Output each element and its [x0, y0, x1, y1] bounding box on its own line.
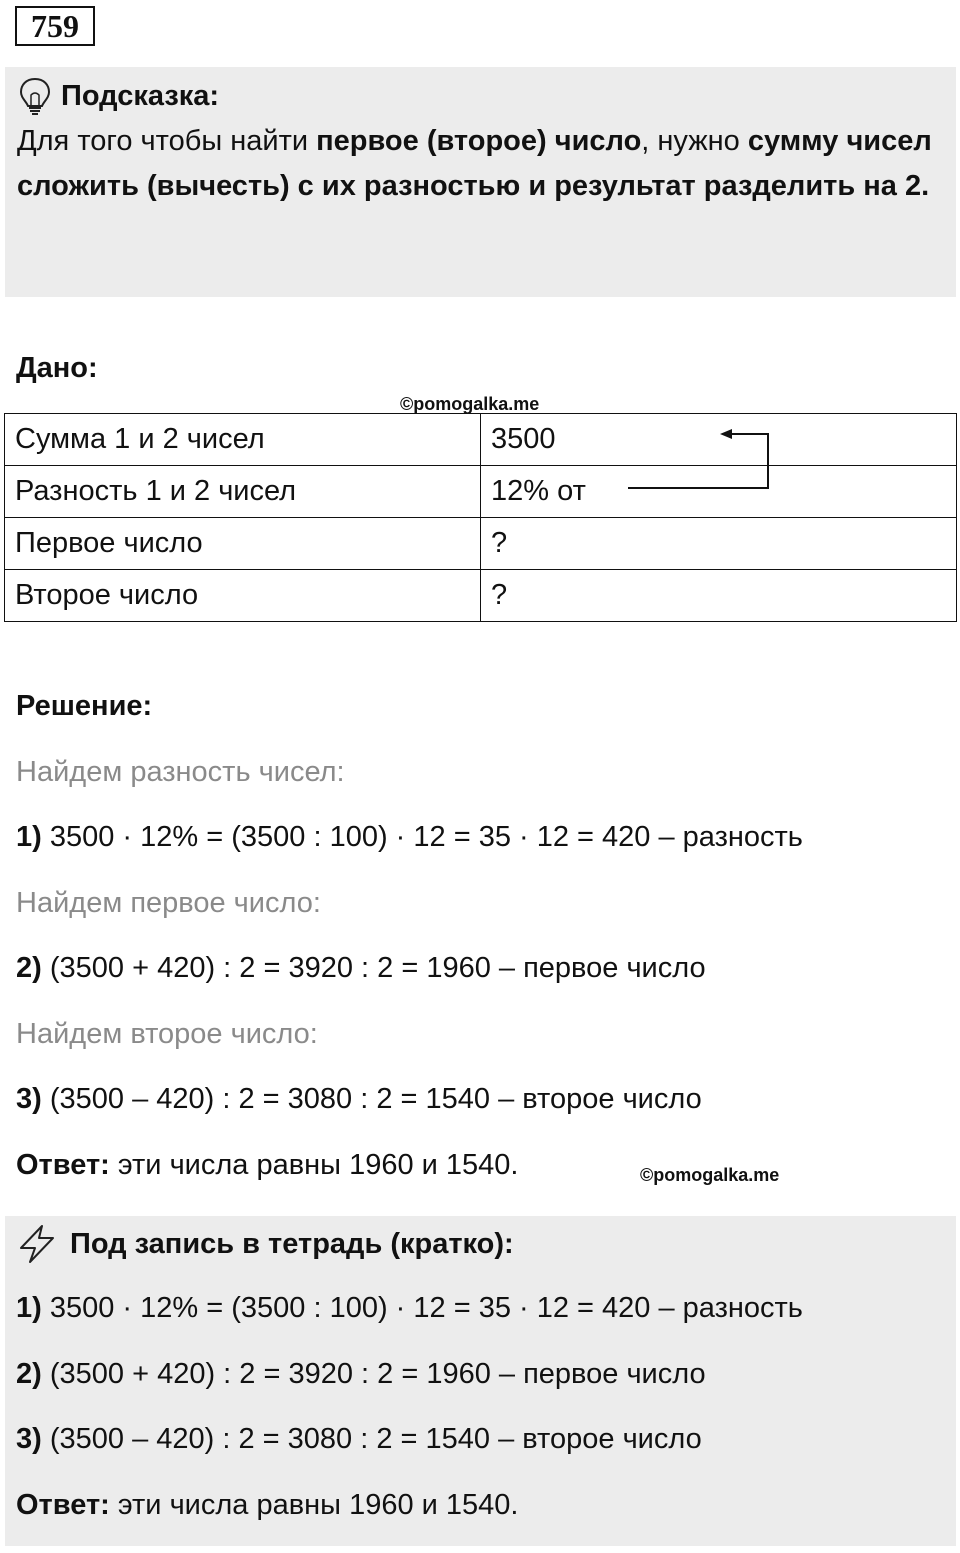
short-title: Под запись в тетрадь (кратко): — [70, 1227, 514, 1260]
lightbulb-icon — [17, 77, 53, 115]
watermark: ©pomogalka.me — [640, 1165, 780, 1185]
row-label: Сумма 1 и 2 чисел — [5, 414, 481, 466]
short-title-row — [16, 1224, 514, 1264]
row-label: Разность 1 и 2 чисел — [5, 466, 481, 518]
step-number: 3) — [16, 1083, 42, 1115]
table-row — [5, 414, 957, 466]
hint-text-bold: первое (второе) число — [316, 125, 642, 157]
table-row — [5, 466, 957, 518]
hint-text-part: Для того чтобы найти — [17, 125, 317, 157]
step-text: (3500 – 420) : 2 = 3080 : 2 = 1540 – второе число — [41, 1423, 702, 1455]
watermark: ©pomogalka.me — [400, 394, 540, 414]
row-value: 3500 — [481, 414, 957, 466]
step-line — [16, 1083, 702, 1116]
row-value: ? — [481, 570, 957, 622]
answer-text: эти числа равны 1960 и 1540. — [109, 1489, 519, 1521]
hint-box — [5, 67, 956, 297]
row-label: Второе число — [5, 570, 481, 622]
step-number: 2) — [16, 1358, 42, 1390]
hint-text-bold: сумму чисел сложить (вычесть) с их разностью и результат разделить на 2. — [17, 125, 932, 202]
step-caption: Найдем второе число: — [16, 1018, 318, 1050]
problem-number: 759 — [15, 6, 95, 46]
table-row — [5, 518, 957, 570]
solution-title: Решение: — [16, 690, 153, 722]
lightning-icon — [16, 1224, 58, 1264]
row-value: ? — [481, 518, 957, 570]
step-line — [16, 952, 706, 985]
given-table — [4, 413, 957, 622]
reference-arrow-icon — [600, 420, 780, 500]
step-text: 3500 · 12% = (3500 : 100) · 12 = 35 · 12 = 420 – разность — [41, 1292, 803, 1324]
hint-title: Подсказка: — [61, 79, 220, 112]
step-text: (3500 – 420) : 2 = 3080 : 2 = 1540 – второе число — [41, 1083, 702, 1115]
answer-label: Ответ: — [16, 1489, 110, 1521]
step-number: 1) — [16, 821, 42, 853]
hint-text-part: , нужно — [641, 125, 748, 157]
step-number: 1) — [16, 1292, 42, 1324]
step-line — [16, 821, 803, 854]
answer-text: эти числа равны 1960 и 1540. — [109, 1149, 519, 1181]
step-caption: Найдем разность чисел: — [16, 756, 345, 788]
short-step-line — [16, 1292, 803, 1325]
step-number: 3) — [16, 1423, 42, 1455]
answer-label: Ответ: — [16, 1149, 110, 1181]
step-text: 3500 · 12% = (3500 : 100) · 12 = 35 · 12 = 420 – разность — [41, 821, 803, 853]
short-step-line — [16, 1358, 706, 1391]
step-text: (3500 + 420) : 2 = 3920 : 2 = 1960 – первое число — [41, 952, 706, 984]
row-label: Первое число — [5, 518, 481, 570]
given-title: Дано: — [16, 352, 98, 384]
step-caption: Найдем первое число: — [16, 887, 321, 919]
table-row — [5, 570, 957, 622]
hint-title-row — [17, 77, 944, 115]
short-answer-line — [16, 1489, 518, 1522]
step-text: (3500 + 420) : 2 = 3920 : 2 = 1960 – первое число — [41, 1358, 706, 1390]
answer-line — [16, 1149, 518, 1182]
short-step-line — [16, 1423, 702, 1456]
step-number: 2) — [16, 952, 42, 984]
hint-text — [17, 119, 944, 209]
row-value: 12% от — [481, 466, 957, 518]
